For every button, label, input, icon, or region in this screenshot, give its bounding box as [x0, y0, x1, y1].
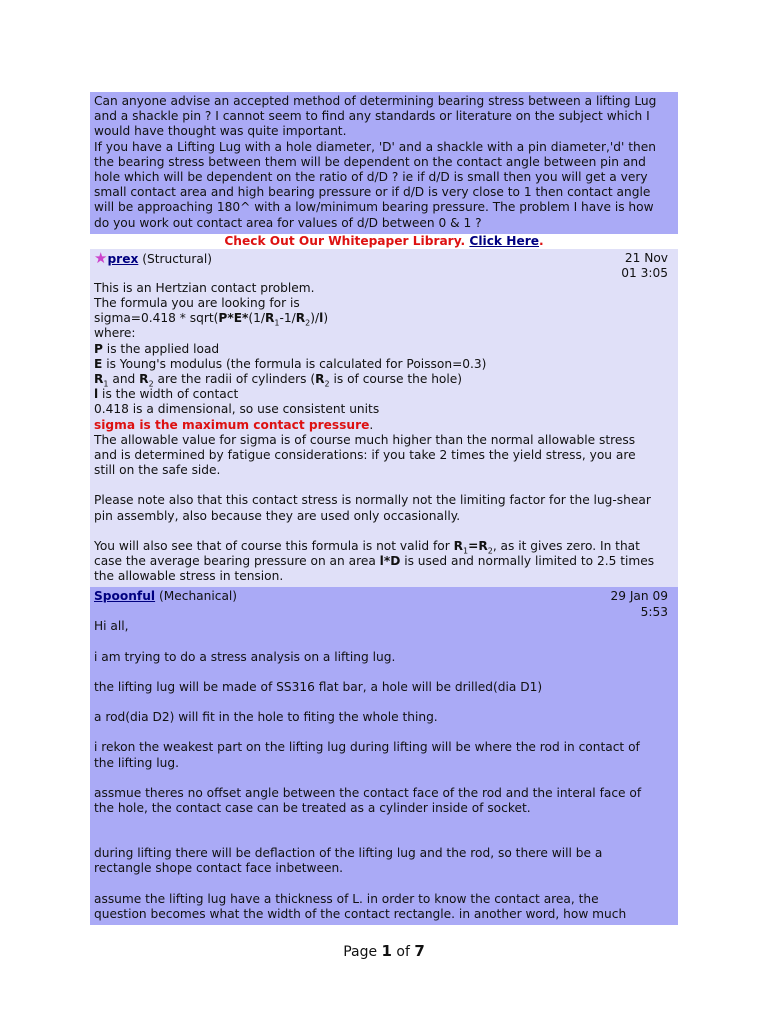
formula-part: )/ [310, 311, 320, 326]
post-line: a rod(dia D2) will fit in the hole to fiting the whole thing. [94, 710, 438, 725]
text-part: You will also see that of course this formula is not valid for [94, 538, 454, 553]
var-r: =R [468, 538, 488, 553]
page-number: 1 [381, 942, 392, 960]
post-line: This is an Hertzian contact problem. [94, 280, 315, 295]
post-line [94, 342, 674, 357]
question-line: small contact area and high bearing pressure or if d/D is very close to 1 then contact angle [94, 185, 651, 200]
reply-post-prex [90, 249, 678, 588]
page-total: 7 [414, 942, 425, 960]
post-line: where: [94, 326, 136, 341]
post-header [94, 248, 674, 281]
ad-end: . [539, 233, 544, 248]
post-line: pin assembly, also because they are used only occasionally. [94, 508, 461, 523]
formula-part: (1/ [248, 311, 266, 326]
highlight-text: sigma is the maximum contact pressure [94, 417, 370, 432]
var-e: E [94, 356, 103, 371]
ad-text: Check Out Our Whitepaper Library. [224, 233, 470, 248]
var-sub: 2 [324, 379, 330, 389]
post-line [94, 554, 674, 569]
formula-part: P*E* [218, 311, 249, 326]
post-date [598, 589, 668, 619]
text-part: case the average bearing pressure on an area [94, 554, 380, 569]
var-p: P [94, 341, 103, 356]
var-desc: is the width of contact [98, 387, 239, 402]
var-r: R [94, 372, 104, 387]
post-date [598, 251, 668, 281]
star-icon: ★ [94, 248, 108, 267]
formula-part: ) [323, 311, 329, 326]
post-line: Hi all, [94, 619, 129, 634]
post-line: during lifting there will be deflaction of the lifting lug and the rod, so there will be a [94, 846, 603, 861]
date-line: 29 Jan 09 [610, 589, 668, 604]
whitepaper-ad [90, 234, 678, 249]
post-line: still on the safe side. [94, 463, 221, 478]
area-term: l*D [379, 554, 401, 569]
formula-line [94, 311, 674, 326]
click-here-link[interactable]: Click Here [469, 233, 540, 248]
post-line: i rekon the weakest part on the lifting lug during lifting will be where the rod in contact of [94, 740, 640, 755]
var-desc: is the applied load [102, 341, 220, 356]
post-header [94, 589, 674, 619]
post-line: i am trying to do a stress analysis on a lifting lug. [94, 649, 396, 664]
question-line: the bearing stress between them will be dependent on the contact angle between pin and [94, 154, 646, 169]
formula-part: R [295, 311, 306, 326]
text-part: is used and normally limited to 2.5 times [400, 554, 655, 569]
question-line: Can anyone advise an accepted method of determining bearing stress between a lifting Lug [94, 94, 657, 108]
question-line: would have thought was quite important. [94, 124, 347, 139]
formula-part: sigma=0.418 * sqrt( [94, 311, 219, 326]
post-line: the hole, the contact case can be treated as a cylinder inside of socket. [94, 800, 531, 815]
date-line: 21 Nov [624, 250, 668, 265]
var-sub: 2 [148, 379, 154, 389]
formula-sub: 2 [305, 318, 311, 328]
post-line: assmue theres no offset angle between the contact face of the rod and the interal face of [94, 785, 642, 800]
post-line [94, 372, 674, 387]
user-dept: (Structural) [142, 251, 213, 266]
post-line: assume the lifting lug have a thickness of L. in order to know the contact area, the [94, 891, 599, 906]
text-part: , as it gives zero. In that [492, 538, 640, 553]
period: . [369, 417, 374, 432]
var-sub: 1 [463, 546, 469, 556]
post-line: the lifting lug will be made of SS316 flat bar, a hole will be drilled(dia D1) [94, 679, 543, 694]
var-desc: is Young's modulus (the formula is calculated for Poisson=0.3) [102, 356, 487, 371]
time-line: 01 3:05 [621, 266, 668, 281]
question-line: do you work out contact area for values of d/D between 0 & 1 ? [94, 215, 482, 230]
post-line: the lifting lug. [94, 755, 179, 770]
post-line: The allowable value for sigma is of course much higher than the normal allowable stress [94, 432, 636, 447]
formula-part: R [265, 311, 275, 326]
post-line: and is determined by fatigue considerations: if you take 2 times the yield stress, you are [94, 448, 636, 463]
post-line: rectangle shope contact face inbetween. [94, 861, 344, 876]
username-link[interactable]: Spoonful [94, 589, 156, 604]
post-line: the allowable stress in tension. [94, 569, 284, 584]
post-line [94, 539, 674, 554]
question-line: hole which will be dependent on the ratio of d/D ? ie if d/D is small then you will get a very [94, 170, 648, 185]
reply-post-spoonful [90, 587, 678, 924]
var-r: R [139, 372, 149, 387]
username-link[interactable]: prex [107, 251, 139, 266]
question-line: will be approaching 180^ with a low/minimum bearing pressure. The problem I have is how [94, 200, 654, 215]
post-line: Please note also that this contact stress is normally not the limiting factor for the lug-shear [94, 493, 651, 508]
post-line [94, 418, 674, 433]
var-r: R [453, 538, 464, 553]
var-desc: and [108, 372, 140, 387]
time-line: 5:53 [640, 604, 668, 619]
question-block [90, 92, 678, 234]
forum-page [90, 92, 678, 925]
var-sub: 2 [487, 546, 493, 556]
var-sub: 1 [103, 379, 109, 389]
question-line: and a shackle pin ? I cannot seem to find any standards or literature on the subject which I [94, 109, 650, 124]
formula-part: l [319, 311, 324, 326]
var-desc: is of course the hole) [329, 372, 463, 387]
page-footer [0, 944, 768, 960]
post-line [94, 387, 674, 402]
page-label: Page [343, 944, 382, 960]
post-line: The formula you are looking for is [94, 296, 300, 311]
formula-sub: 1 [274, 318, 280, 328]
post-line: 0.418 is a dimensional, so use consistent units [94, 402, 380, 417]
user-dept: (Mechanical) [158, 589, 238, 604]
post-line: question becomes what the width of the contact rectangle. in another word, how much [94, 906, 627, 921]
question-line: If you have a Lifting Lug with a hole diameter, 'D' and a shackle with a pin diameter,'d' then [94, 139, 656, 154]
var-l: l [94, 387, 99, 402]
page-of: of [391, 944, 415, 960]
formula-part: -1/ [279, 311, 296, 326]
var-r: R [315, 372, 325, 387]
var-desc: are the radii of cylinders ( [153, 372, 316, 387]
post-line [94, 357, 674, 372]
